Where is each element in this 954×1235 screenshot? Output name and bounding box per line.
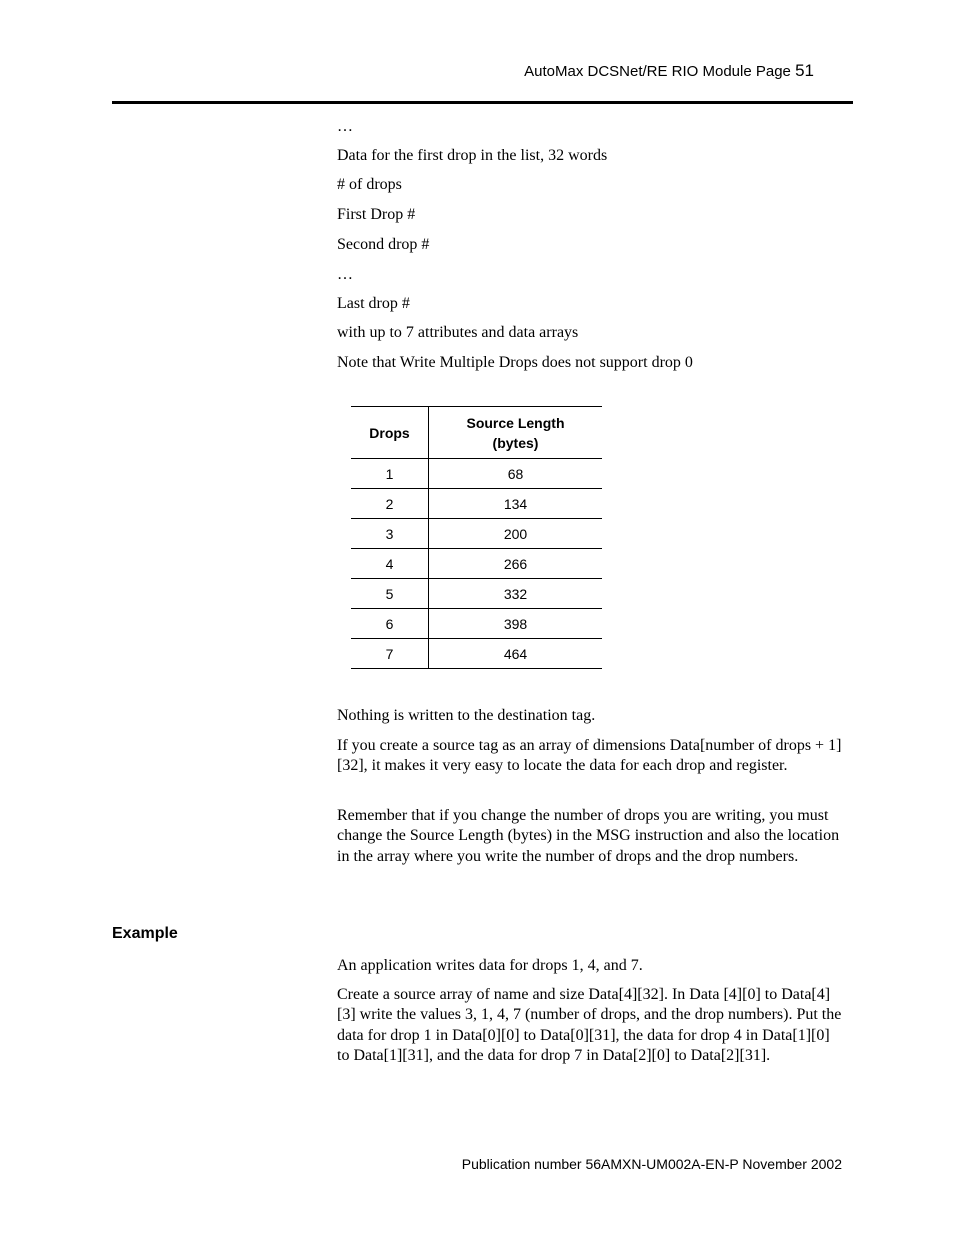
table-row (351, 459, 602, 489)
header-title: AutoMax DCSNet/RE RIO Module Page (524, 63, 791, 80)
cell-drops: 3 (351, 519, 429, 549)
cell-source-length: 332 (429, 579, 603, 609)
text-line: Second drop # (337, 236, 430, 253)
cell-source-length: 464 (429, 639, 603, 669)
cell-drops: 4 (351, 549, 429, 579)
text-line: # of drops (337, 176, 402, 193)
paragraph: An application writes data for drops 1, 4, and 7. (337, 957, 643, 974)
cell-drops: 2 (351, 489, 429, 519)
column-header-source-length: Source Length (bytes) (429, 407, 603, 459)
cell-drops: 6 (351, 609, 429, 639)
text-line: First Drop # (337, 206, 416, 223)
cell-source-length: 398 (429, 609, 603, 639)
paragraph: Create a source array of name and size Data[4][32]. In Data [4][0] to Data[4][3] write the values 3, 1, 4, 7 (number of drops, and the drop numbers). Put the data for drop 1 in Data[0][0] to Data[0][31], the data for drop 4 in Data[1][0] to Data[1][31], and the data for drop 7 in Data[2][0] to Data[2][31]. (337, 986, 842, 1064)
cell-drops: 1 (351, 459, 429, 489)
table-row (351, 639, 602, 669)
cell-drops: 5 (351, 579, 429, 609)
text-line: Last drop # (337, 295, 410, 312)
text-line: … (337, 266, 353, 283)
table-row (351, 609, 602, 639)
cell-source-length: 266 (429, 549, 603, 579)
cell-source-length: 134 (429, 489, 603, 519)
section-heading-example: Example (112, 925, 178, 942)
text-line: with up to 7 attributes and data arrays (337, 324, 579, 341)
drops-source-length-table (351, 406, 602, 669)
table-row (351, 489, 602, 519)
text-line: Note that Write Multiple Drops does not support drop 0 (337, 354, 693, 371)
header-rule (112, 101, 853, 104)
cell-source-length: 200 (429, 519, 603, 549)
page-number: 51 (795, 61, 814, 80)
text-line: Data for the first drop in the list, 32 words (337, 147, 608, 164)
table-header-row (351, 407, 602, 459)
paragraph: If you create a source tag as an array of dimensions Data[number of drops + 1][32], it makes it very easy to locate the data for each drop and register. (337, 737, 842, 775)
column-header-drops: Drops (351, 407, 429, 459)
table-row (351, 519, 602, 549)
table-row (351, 549, 602, 579)
paragraph: Remember that if you change the number of drops you are writing, you must change the Source Length (bytes) in the MSG instruction and also the location in the array where you write the number of drops and the drop numbers. (337, 807, 840, 865)
table-row (351, 579, 602, 609)
page-footer: Publication number 56AMXN-UM002A-EN-P November 2002 (461, 1156, 842, 1172)
page-header (524, 61, 814, 81)
paragraph: Nothing is written to the destination tag. (337, 707, 596, 724)
cell-drops: 7 (351, 639, 429, 669)
cell-source-length: 68 (429, 459, 603, 489)
text-line: … (337, 118, 353, 135)
